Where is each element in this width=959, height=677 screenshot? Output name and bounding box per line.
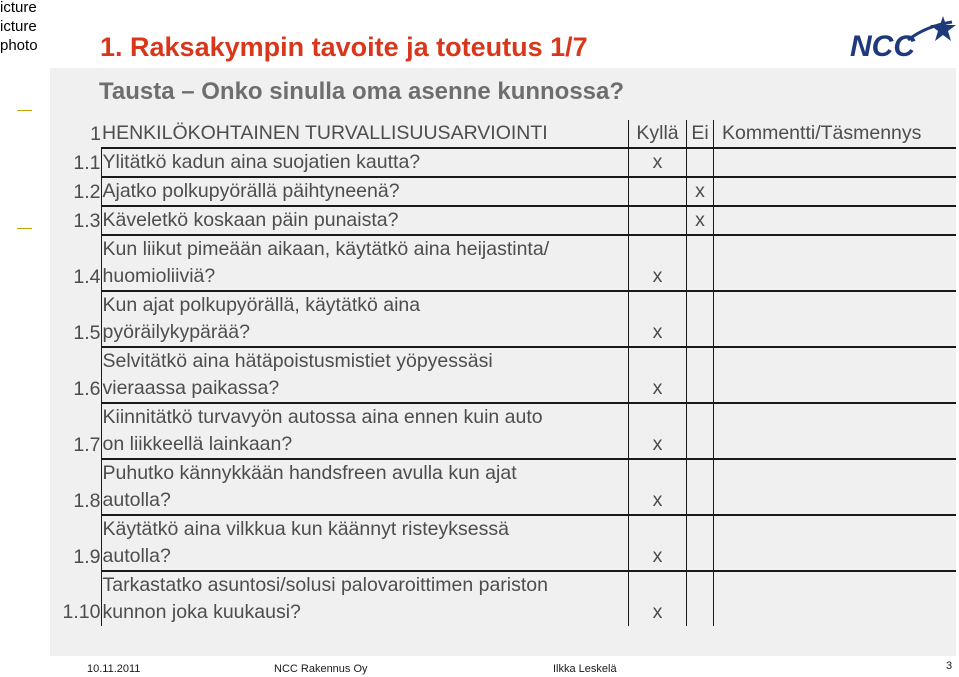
row-no-mark — [687, 235, 714, 291]
row-no-mark — [687, 403, 714, 459]
row-question: Kun ajat polkupyörällä, käytätkö aina pyöräilykypärää? — [101, 291, 629, 347]
row-number: 1.3 — [73, 210, 101, 232]
row-comment — [714, 206, 957, 235]
row-number: 1.10 — [62, 601, 101, 623]
row-no-mark: x — [687, 177, 714, 206]
row-number: 1.2 — [73, 181, 101, 203]
row-yes-mark: x — [629, 459, 687, 515]
row-no-mark: x — [687, 206, 714, 235]
table-row — [50, 235, 956, 291]
row-yes-mark: x — [629, 347, 687, 403]
table-row — [50, 459, 956, 515]
header-comment: Kommentti/Täsmennys — [714, 120, 957, 148]
table-row — [50, 291, 956, 347]
table-row — [50, 403, 956, 459]
row-yes-mark: x — [629, 571, 687, 626]
table-row — [50, 515, 956, 571]
safety-assessment-table — [50, 120, 956, 626]
row-question: Selvitätkö aina hätäpoistusmistiet yöpyessäsi vieraassa paikassa? — [101, 347, 629, 403]
image-placeholder-text-1: icture — [0, 0, 37, 16]
row-comment — [714, 177, 957, 206]
row-yes-mark: x — [629, 148, 687, 177]
header-number: 1 — [90, 123, 101, 145]
row-comment — [714, 148, 957, 177]
image-placeholder-text-3: photo — [0, 37, 38, 54]
ncc-logo-icon — [848, 14, 958, 60]
row-number: 1.5 — [73, 322, 101, 344]
table-row — [50, 148, 956, 177]
row-question: Ajatko polkupyörällä päihtyneenä? — [101, 177, 629, 206]
row-no-mark — [687, 459, 714, 515]
row-yes-mark: x — [629, 291, 687, 347]
header-no: Ei — [687, 120, 714, 148]
row-comment — [714, 459, 957, 515]
row-no-mark — [687, 571, 714, 626]
slide-subtitle: Tausta – Onko sinulla oma asenne kunnossa? — [99, 78, 625, 105]
row-yes-mark — [629, 206, 687, 235]
header-question: HENKILÖKOHTAINEN TURVALLISUUSARVIOINTI — [102, 122, 548, 144]
row-question: Tarkastatko asuntosi/solusi palovaroittimen pariston kunnon joka kuukausi? — [101, 571, 629, 626]
ncc-logo-text: NCC — [850, 30, 915, 60]
row-no-mark — [687, 148, 714, 177]
row-no-mark — [687, 515, 714, 571]
row-no-mark — [687, 347, 714, 403]
row-question: Ylitätkö kadun aina suojatien kautta? — [101, 148, 629, 177]
row-number: 1.6 — [73, 378, 101, 400]
footer-company: NCC Rakennus Oy — [274, 663, 368, 675]
table-row — [50, 206, 956, 235]
row-yes-mark — [629, 177, 687, 206]
row-number: 1.4 — [73, 266, 101, 288]
row-question: Kun liikut pimeään aikaan, käytätkö aina heijastinta/ huomioliiviä? — [101, 235, 629, 291]
row-no-mark — [687, 291, 714, 347]
header-yes: Kyllä — [629, 120, 687, 148]
row-yes-mark: x — [629, 515, 687, 571]
slide-title: 1. Raksakympin tavoite ja toteutus 1/7 — [100, 32, 588, 62]
table-row — [50, 347, 956, 403]
table-row — [50, 177, 956, 206]
row-number: 1.9 — [73, 546, 101, 568]
row-comment — [714, 347, 957, 403]
row-comment — [714, 403, 957, 459]
page-number: 3 — [946, 660, 953, 672]
row-number: 1.1 — [73, 152, 101, 174]
row-number: 1.8 — [73, 490, 101, 512]
footer-date: 10.11.2011 — [87, 663, 141, 675]
margin-marker — [17, 228, 32, 229]
table-row — [50, 571, 956, 626]
row-yes-mark: x — [629, 403, 687, 459]
row-comment — [714, 515, 957, 571]
row-question: Käytätkö aina vilkkua kun käännyt risteyksessä autolla? — [101, 515, 629, 571]
row-question: Käveletkö koskaan päin punaista? — [101, 206, 629, 235]
table-header-row — [50, 120, 956, 148]
row-comment — [714, 571, 957, 626]
margin-marker — [17, 110, 32, 111]
row-question: Kiinnitätkö turvavyön autossa aina ennen kuin auto on liikkeellä lainkaan? — [101, 403, 629, 459]
image-placeholder-text-2: icture — [0, 18, 37, 35]
row-comment — [714, 291, 957, 347]
row-yes-mark: x — [629, 235, 687, 291]
footer-author: Ilkka Leskelä — [553, 663, 617, 675]
row-comment — [714, 235, 957, 291]
row-number: 1.7 — [73, 434, 101, 456]
row-question: Puhutko kännykkään handsfreen avulla kun ajat autolla? — [101, 459, 629, 515]
